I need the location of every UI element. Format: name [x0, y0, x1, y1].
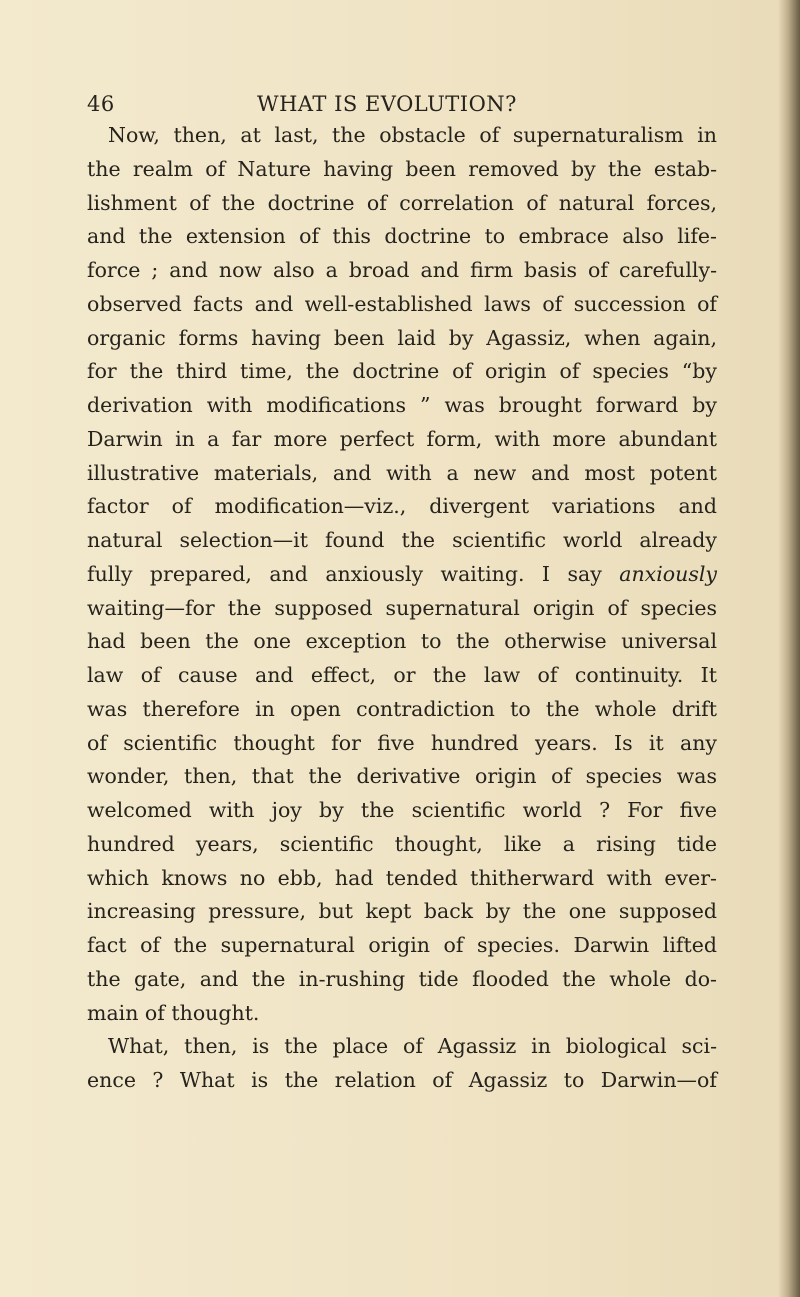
text-line: the gate, and the in-rushing tide flooded the whole do- [87, 966, 717, 991]
text-line: and the extension of this doctrine to embrace also life- [87, 224, 717, 249]
text-line: factor of modification—viz., divergent variations and [87, 494, 717, 519]
text-line: Now, then, at last, the obstacle of supernaturalism in [108, 123, 717, 147]
text-line: illustrative materials, and with a new and most potent [87, 460, 717, 485]
body-text [87, 119, 717, 1098]
text-line: main of thought. [87, 1000, 260, 1025]
text-line-start: fully prepared, and anxiously waiting. I say [87, 561, 620, 586]
text-line: ence ? What is the relation of Agassiz to Darwin—of [87, 1068, 717, 1092]
text-line: welcomed with joy by the scientific world ? For five [87, 798, 717, 822]
text-line: for the third time, the doctrine of origin of species “by [87, 359, 717, 384]
text-line: waiting—for the supposed supernatural origin of species [87, 595, 717, 620]
text-line: increasing pressure, but kept back by the one supposed [87, 899, 717, 924]
text-line: was therefore in open contradiction to the whole drift [87, 696, 717, 721]
text-line: observed facts and well-established laws of succession of [87, 291, 717, 316]
text-line: law of cause and effect, or the law of continuity. It [87, 663, 717, 687]
running-header [87, 92, 707, 120]
page-number: 46 [87, 92, 115, 116]
text-line: of scientific thought for five hundred years. Is it any [87, 730, 717, 755]
text-line: derivation with modifications ” was brought forward by [87, 393, 717, 417]
text-line: natural selection—it found the scientific world already [87, 528, 717, 552]
text-line-with-emphasis [87, 558, 717, 592]
running-title: WHAT IS EVOLUTION? [257, 92, 517, 116]
text-line: fact of the supernatural origin of species. Darwin lifted [87, 933, 717, 957]
text-line: Darwin in a far more perfect form, with more abundant [87, 426, 717, 451]
text-line: hundred years, scientific thought, like a rising tide [87, 831, 717, 856]
page-edge-shadow [778, 0, 800, 1297]
text-line: had been the one exception to the otherwise universal [87, 629, 717, 654]
text-line: organic forms having been laid by Agassiz, when again, [87, 325, 717, 350]
text-line: lishment of the doctrine of correlation of natural forces, [87, 190, 717, 215]
text-line: the realm of Nature having been removed by the estab- [87, 156, 717, 181]
text-line: which knows no ebb, had tended thitherward with ever- [87, 865, 717, 890]
text-line: wonder, then, that the derivative origin of species was [87, 764, 717, 789]
italic-emphasis: anxiously [619, 561, 717, 586]
text-line: What, then, is the place of Agassiz in biological sci- [108, 1034, 717, 1059]
text-line: force ; and now also a broad and firm basis of carefully- [87, 258, 717, 282]
